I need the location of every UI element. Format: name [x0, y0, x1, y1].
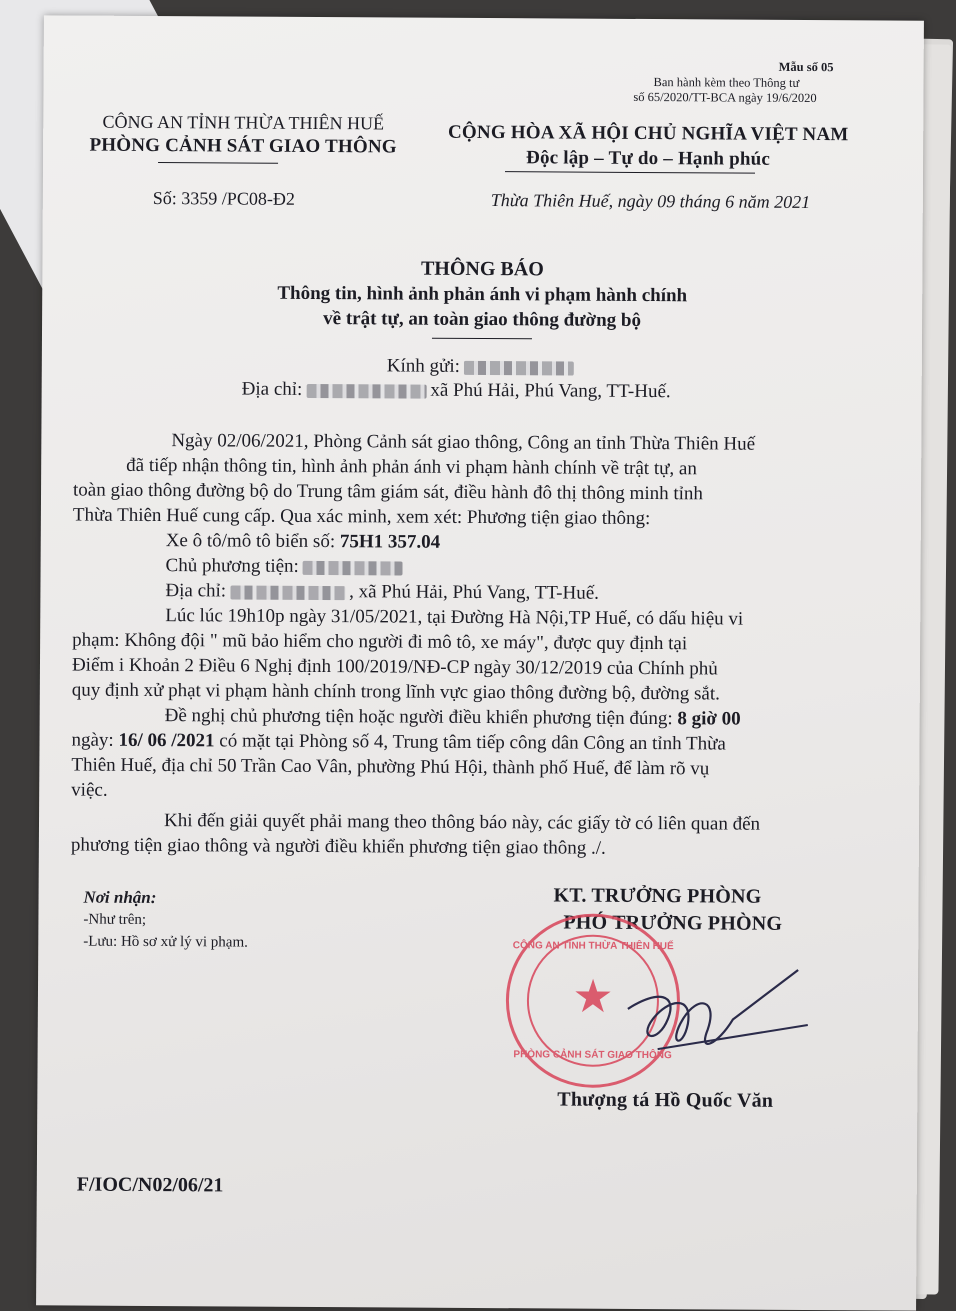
nation-heading: CỘNG HÒA XÃ HỘI CHỦ NGHĨA VIỆT NAM — [447, 121, 849, 146]
plate-value: 75H1 357.04 — [339, 531, 441, 553]
paragraph-4-line-2: phương tiện giao thông và người điều khiển phương tiện giao thông ./. — [70, 834, 606, 859]
footer-code: F/IOC/N02/06/21 — [76, 1173, 224, 1197]
recipients-item-1: -Như trên; — [83, 911, 147, 928]
signer-title-2: PHÓ TRƯỞNG PHÒNG — [563, 911, 783, 935]
title-line-1: Thông tin, hình ảnh phản ánh vi phạm hành chính — [277, 282, 688, 307]
paragraph-2-line-4: quy định xử phạt vi phạm hành chính trong lĩnh vực giao thông đường bộ, đường sắt. — [71, 679, 720, 705]
date-label: ngày: — [71, 729, 119, 751]
seal-top-text: CÔNG AN TỈNH THỪA THIÊN HUẾ — [512, 940, 674, 953]
paragraph-1-line-3: toàn giao thông đường bộ do Trung tâm giám sát, điều hành đô thị thông minh tỉnh — [72, 479, 704, 505]
owner-label: Chủ phương tiện: — [165, 555, 299, 577]
document-page — [36, 15, 924, 1310]
paragraph-2-line-3: Điểm i Khoản 2 Điều 6 Nghị định 100/2019/NĐ-CP ngày 30/12/2019 của Chính phủ — [71, 654, 718, 680]
recipient-line — [387, 353, 578, 379]
document-title: THÔNG BÁO — [420, 257, 544, 281]
place-date: Thừa Thiên Huế, ngày 09 tháng 6 năm 2021 — [490, 190, 811, 213]
paragraph-1-line-4: Thừa Thiên Huế cung cấp. Qua xác minh, xem xét: Phương tiện giao thông: — [72, 504, 651, 530]
document-number: Số: 3359 /PC08-Đ2 — [152, 187, 295, 209]
title-line-2: về trật tự, an toàn giao thông đường bộ — [323, 308, 642, 331]
paragraph-4-line-1: Khi đến giải quyết phải mang theo thông báo này, các giấy tờ có liên quan đến — [163, 810, 761, 835]
redacted-owner-address — [230, 585, 345, 600]
owner-address-label: Địa chỉ: — [165, 580, 227, 602]
title-underline — [432, 338, 532, 340]
form-issued-note: Ban hành kèm theo Thông tư — [653, 75, 800, 90]
department-underline — [158, 162, 278, 164]
form-number: Mẫu số 05 — [778, 59, 834, 75]
handwritten-signature — [598, 949, 839, 1070]
recipients-item-2: -Lưu: Hồ sơ xử lý vi phạm. — [83, 933, 248, 951]
paragraph-3-line-1 — [165, 703, 741, 732]
star-icon: ★ — [572, 970, 614, 1023]
paragraph-2-line-2: phạm: Không đội " mũ bảo hiểm cho người đi mô tô, xe máy", được quy định tại — [72, 629, 688, 655]
owner-line — [166, 553, 407, 579]
appointment-time: 8 giờ 00 — [677, 708, 741, 730]
appointment-text: Đề nghị chủ phương tiện hoặc người điều khiển phương tiện đúng: — [164, 705, 678, 730]
paragraph-2-line-1: Lúc lúc 19h10p ngày 31/05/2021, tại Đường Hà Nội,TP Huế, có dấu hiệu vi — [165, 605, 744, 630]
plate-line — [166, 528, 441, 555]
appointment-date: 16/ 06 /2021 — [118, 729, 215, 752]
redacted-owner — [303, 561, 403, 576]
owner-address-line — [165, 578, 599, 606]
address-label: Địa chỉ: — [241, 378, 303, 400]
appointment-place: có mặt tại Phòng số 4, Trung tâm tiếp công dân Công an tỉnh Thừa — [214, 730, 726, 755]
recipient-label: Kính gửi: — [386, 355, 460, 377]
redacted-address — [306, 384, 426, 399]
paragraph-1-line-2: đã tiếp nhận thông tin, hình ảnh phản ánh vi phạm hành chính về trật tự, an — [126, 454, 697, 480]
motto-underline — [505, 171, 755, 174]
signer-title-1: KT. TRƯỞNG PHÒNG — [553, 884, 762, 908]
agency-name: CÔNG AN TỈNH THỪA THIÊN HUẾ — [102, 111, 385, 134]
department-name: PHÒNG CẢNH SÁT GIAO THÔNG — [89, 134, 397, 158]
seal-bottom-text: PHÒNG CẢNH SÁT GIAO THÔNG — [513, 1049, 672, 1062]
form-circular-note: số 65/2020/TT-BCA ngày 19/6/2020 — [633, 89, 817, 106]
owner-address-tail: , xã Phú Hải, Phú Vang, TT-Huế. — [349, 581, 599, 604]
redacted-name — [464, 361, 574, 376]
paragraph-3-line-3: Thiên Huế, địa chỉ 50 Trần Cao Vân, phường Phú Hội, thành phố Huế, để làm rõ vụ — [71, 754, 710, 780]
recipient-address-line — [242, 377, 671, 405]
plate-label: Xe ô tô/mô tô biển số: — [165, 530, 340, 553]
address-tail: xã Phú Hải, Phú Vang, TT-Huế. — [430, 379, 671, 403]
signer-name: Thượng tá Hồ Quốc Văn — [557, 1088, 774, 1112]
paragraph-3-line-4: việc. — [71, 779, 108, 801]
nation-motto: Độc lập – Tự do – Hạnh phúc — [526, 147, 771, 170]
paragraph-1-line-1: Ngày 02/06/2021, Phòng Cảnh sát giao thông, Công an tỉnh Thừa Thiên Huế — [171, 430, 756, 455]
recipients-label: Nơi nhận: — [83, 887, 157, 908]
